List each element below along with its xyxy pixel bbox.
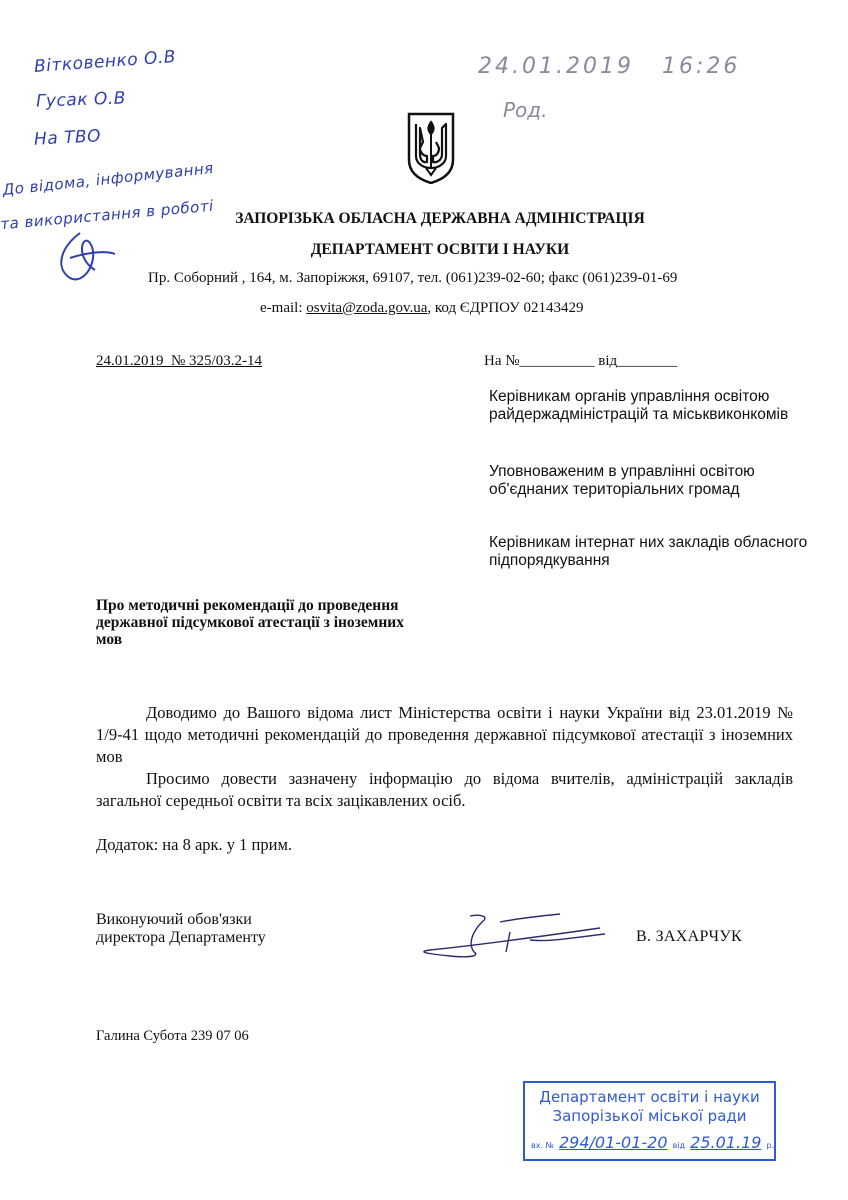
annotation-line: та використання в роботі	[0, 196, 215, 234]
email-line	[260, 300, 660, 317]
letter-subject: Про методичні рекомендації до проведення державної підсумкової атестації з іноземних мов	[96, 597, 404, 648]
annotation-signature-icon	[50, 228, 120, 288]
signer-title-line: директора Департаменту	[96, 929, 266, 946]
stamp-prefix: вх. №	[531, 1141, 554, 1150]
recipient: Уповноваженим в управлінні освітою об'єднаних територіальних громад	[489, 463, 755, 498]
body-paragraph: Доводимо до Вашого відома лист Міністерства освіти і науки України від 23.01.2019 № 1/9-41 щодо методичні рекомендацій до проведення державної підсумкової атестації з іноземних мов	[96, 703, 793, 766]
annotation-line: Вітковенко О.В	[33, 47, 177, 77]
stamp-reg-date: 25.01.19	[690, 1133, 762, 1152]
address-line: Пр. Соборний , 164, м. Запоріжжя, 69107, тел. (061)239-02-60; факс (061)239-01-69	[148, 270, 678, 286]
stamp-mid: від	[672, 1141, 686, 1150]
recipient: Керівникам інтернат них закладів обласного підпорядкування	[489, 534, 808, 569]
receipt-time: 16:26	[662, 54, 741, 79]
document-reference	[96, 353, 262, 370]
handwritten-signature-icon	[410, 912, 610, 960]
stamp-line: Запорізької міської ради	[552, 1107, 747, 1125]
stamp-line: Департамент освіти і науки	[539, 1088, 760, 1106]
reply-reference: На №__________ від________	[484, 353, 678, 369]
registration-stamp	[523, 1081, 776, 1161]
department-name: ДЕПАРТАМЕНТ ОСВІТИ І НАУКИ	[310, 241, 570, 258]
annotation-line: На ТВО	[33, 126, 102, 150]
receipt-date: 24.01.2019	[478, 54, 634, 79]
document-date: 24.01.2019	[96, 353, 164, 369]
signer-title-line: Виконуючий обов'язки	[96, 911, 252, 928]
contact-person: Галина Субота 239 07 06	[96, 1028, 249, 1044]
trident-emblem-icon	[406, 112, 456, 184]
stamp-suffix: р.	[766, 1141, 775, 1150]
receipt-initials: Род.	[503, 98, 548, 122]
receipt-datetime	[478, 54, 741, 79]
email-link[interactable]: osvita@zoda.gov.ua	[306, 300, 428, 316]
annotation-line: До відома, інформування	[1, 158, 215, 200]
edrpou-code: , код ЄДРПОУ 02143429	[427, 300, 584, 316]
stamp-reg-number: 294/01-01-20	[558, 1133, 668, 1152]
stamp-registration-entry	[531, 1133, 774, 1152]
document-number: № 325/03.2-14	[171, 353, 262, 369]
email-label: e-mail:	[260, 300, 303, 316]
handwritten-resolution	[0, 30, 215, 290]
body-paragraph: Просимо довести зазначену інформацію до відома вчителів, адміністрацій закладів загальної середньої освіти та всіх зацікавлених осіб.	[96, 769, 793, 810]
organization-name: ЗАПОРІЗЬКА ОБЛАСНА ДЕРЖАВНА АДМІНІСТРАЦІЯ	[235, 210, 645, 227]
attachment-note: Додаток: на 8 арк. у 1 прим.	[96, 835, 293, 854]
annotation-line: Гусак О.В	[35, 88, 127, 112]
signer-name: В. ЗАХАРЧУК	[636, 928, 742, 945]
signer-title	[96, 911, 266, 947]
recipient: Керівникам органів управління освітою райдержадміністрацій та міськвиконкомів	[489, 388, 789, 423]
